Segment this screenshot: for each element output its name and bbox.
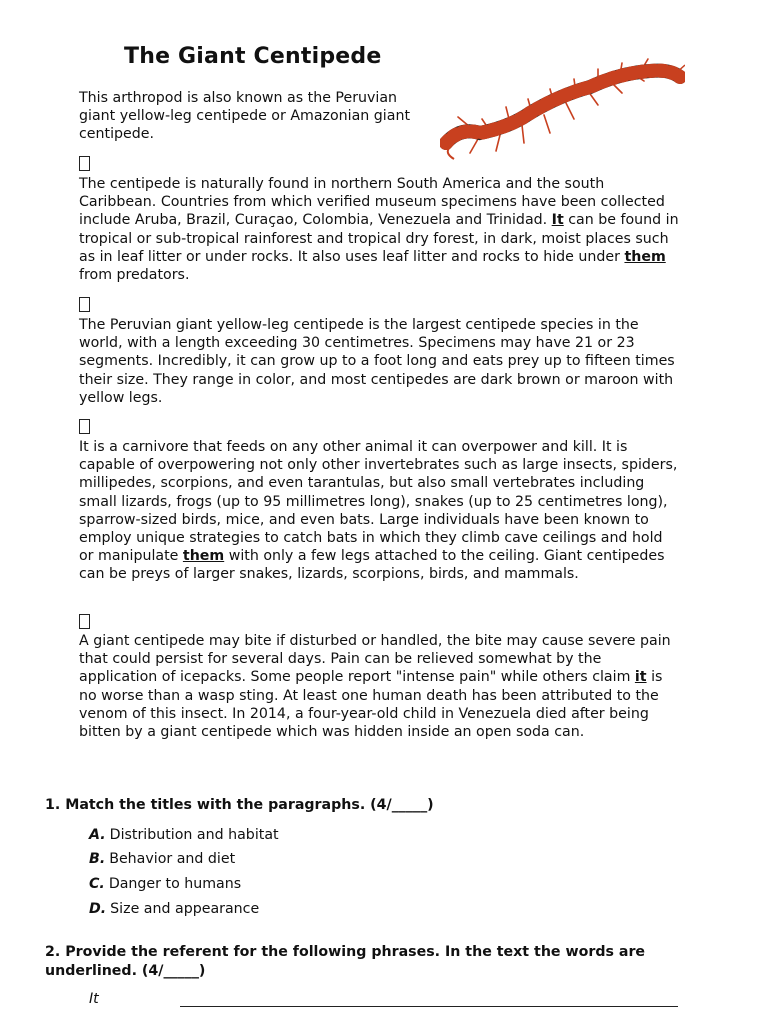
paragraph-2: The Peruvian giant yellow-leg centipede is the largest centipede species in the world, with a length exceeding 30 centimetres. Specimens may have 21 or 23 segments. Incredibly, it can grow up to a foot long and eats prey up to fifteen times their size. They range in color, and most centipedes are dark brown or maroon with yellow legs. (79, 317, 675, 406)
question-1: 1. Match the titles with the paragraphs. (4/_____) (45, 797, 434, 813)
option-a: A. Distribution and habitat (89, 827, 279, 843)
paragraph-4: A giant centipede may bite if disturbed or handled, the bite may cause severe pain that could persist for several days. Pain can be relieved somewhat by the application of icepacks. Some people report "intense pain" while others claim it is no worse than a wasp sting. At least one human death has been attributed to the venom of this insect. In 2014, a four-year-old child in Venezuela died after being bitten by a giant centipede which was hidden inside an open soda can. (79, 633, 671, 741)
underlined-them-2: them (182, 548, 225, 565)
referent-answer-line[interactable] (180, 1006, 678, 1007)
page-title: The Giant Centipede (124, 44, 382, 69)
option-b: B. Behavior and diet (89, 851, 236, 867)
underlined-it-1: It (551, 212, 564, 229)
centipede-illustration (440, 55, 685, 160)
option-c: C. Danger to humans (89, 876, 242, 892)
paragraph-1: The centipede is naturally found in northern South America and the south Caribbean. Countries from which verified museum specimens have been collected include Aruba, Brazil, Curaçao, Colombia, Venezuela and Trinidad. It can be found in tropical or sub-tropical rainforest and tropical dry forest, in dark, moist places such as in leaf litter or under rocks. It also uses leaf litter and rocks to hide under them from predators. (79, 176, 679, 284)
answer-box-3[interactable] (79, 419, 90, 434)
question-2: 2. Provide the referent for the following phrases. In the text the words are underlined. (4/_____) (45, 944, 646, 979)
answer-box-2[interactable] (79, 297, 90, 312)
option-d: D. Size and appearance (89, 901, 260, 917)
answer-box-1[interactable] (79, 156, 90, 171)
answer-box-4[interactable] (79, 614, 90, 629)
underlined-them-1: them (624, 248, 666, 265)
paragraph-3: It is a carnivore that feeds on any other animal it can overpower and kill. It is capable of overpowering not only other invertebrates such as large insects, spiders, millipedes, scorpions, and even tarantulas, but also small vertebrates including small lizards, frogs (up to 95 millimetres long), snakes (up to 25 centimetres long), sparrow-sized birds, mice, and even bats. Large individuals have been known to employ unique strategies to catch bats in which they climb cave ceilings and hold or manipulate them with only a few legs attached to the ceiling. Giant centipedes can be preys of larger snakes, lizards, scorpions, birds, and mammals. (79, 439, 678, 583)
referent-label-it: It (89, 991, 99, 1007)
underlined-it-2: it (634, 669, 647, 686)
intro-text: This arthropod is also known as the Peruvian giant yellow-leg centipede or Amazonian giant centipede. (79, 90, 411, 143)
